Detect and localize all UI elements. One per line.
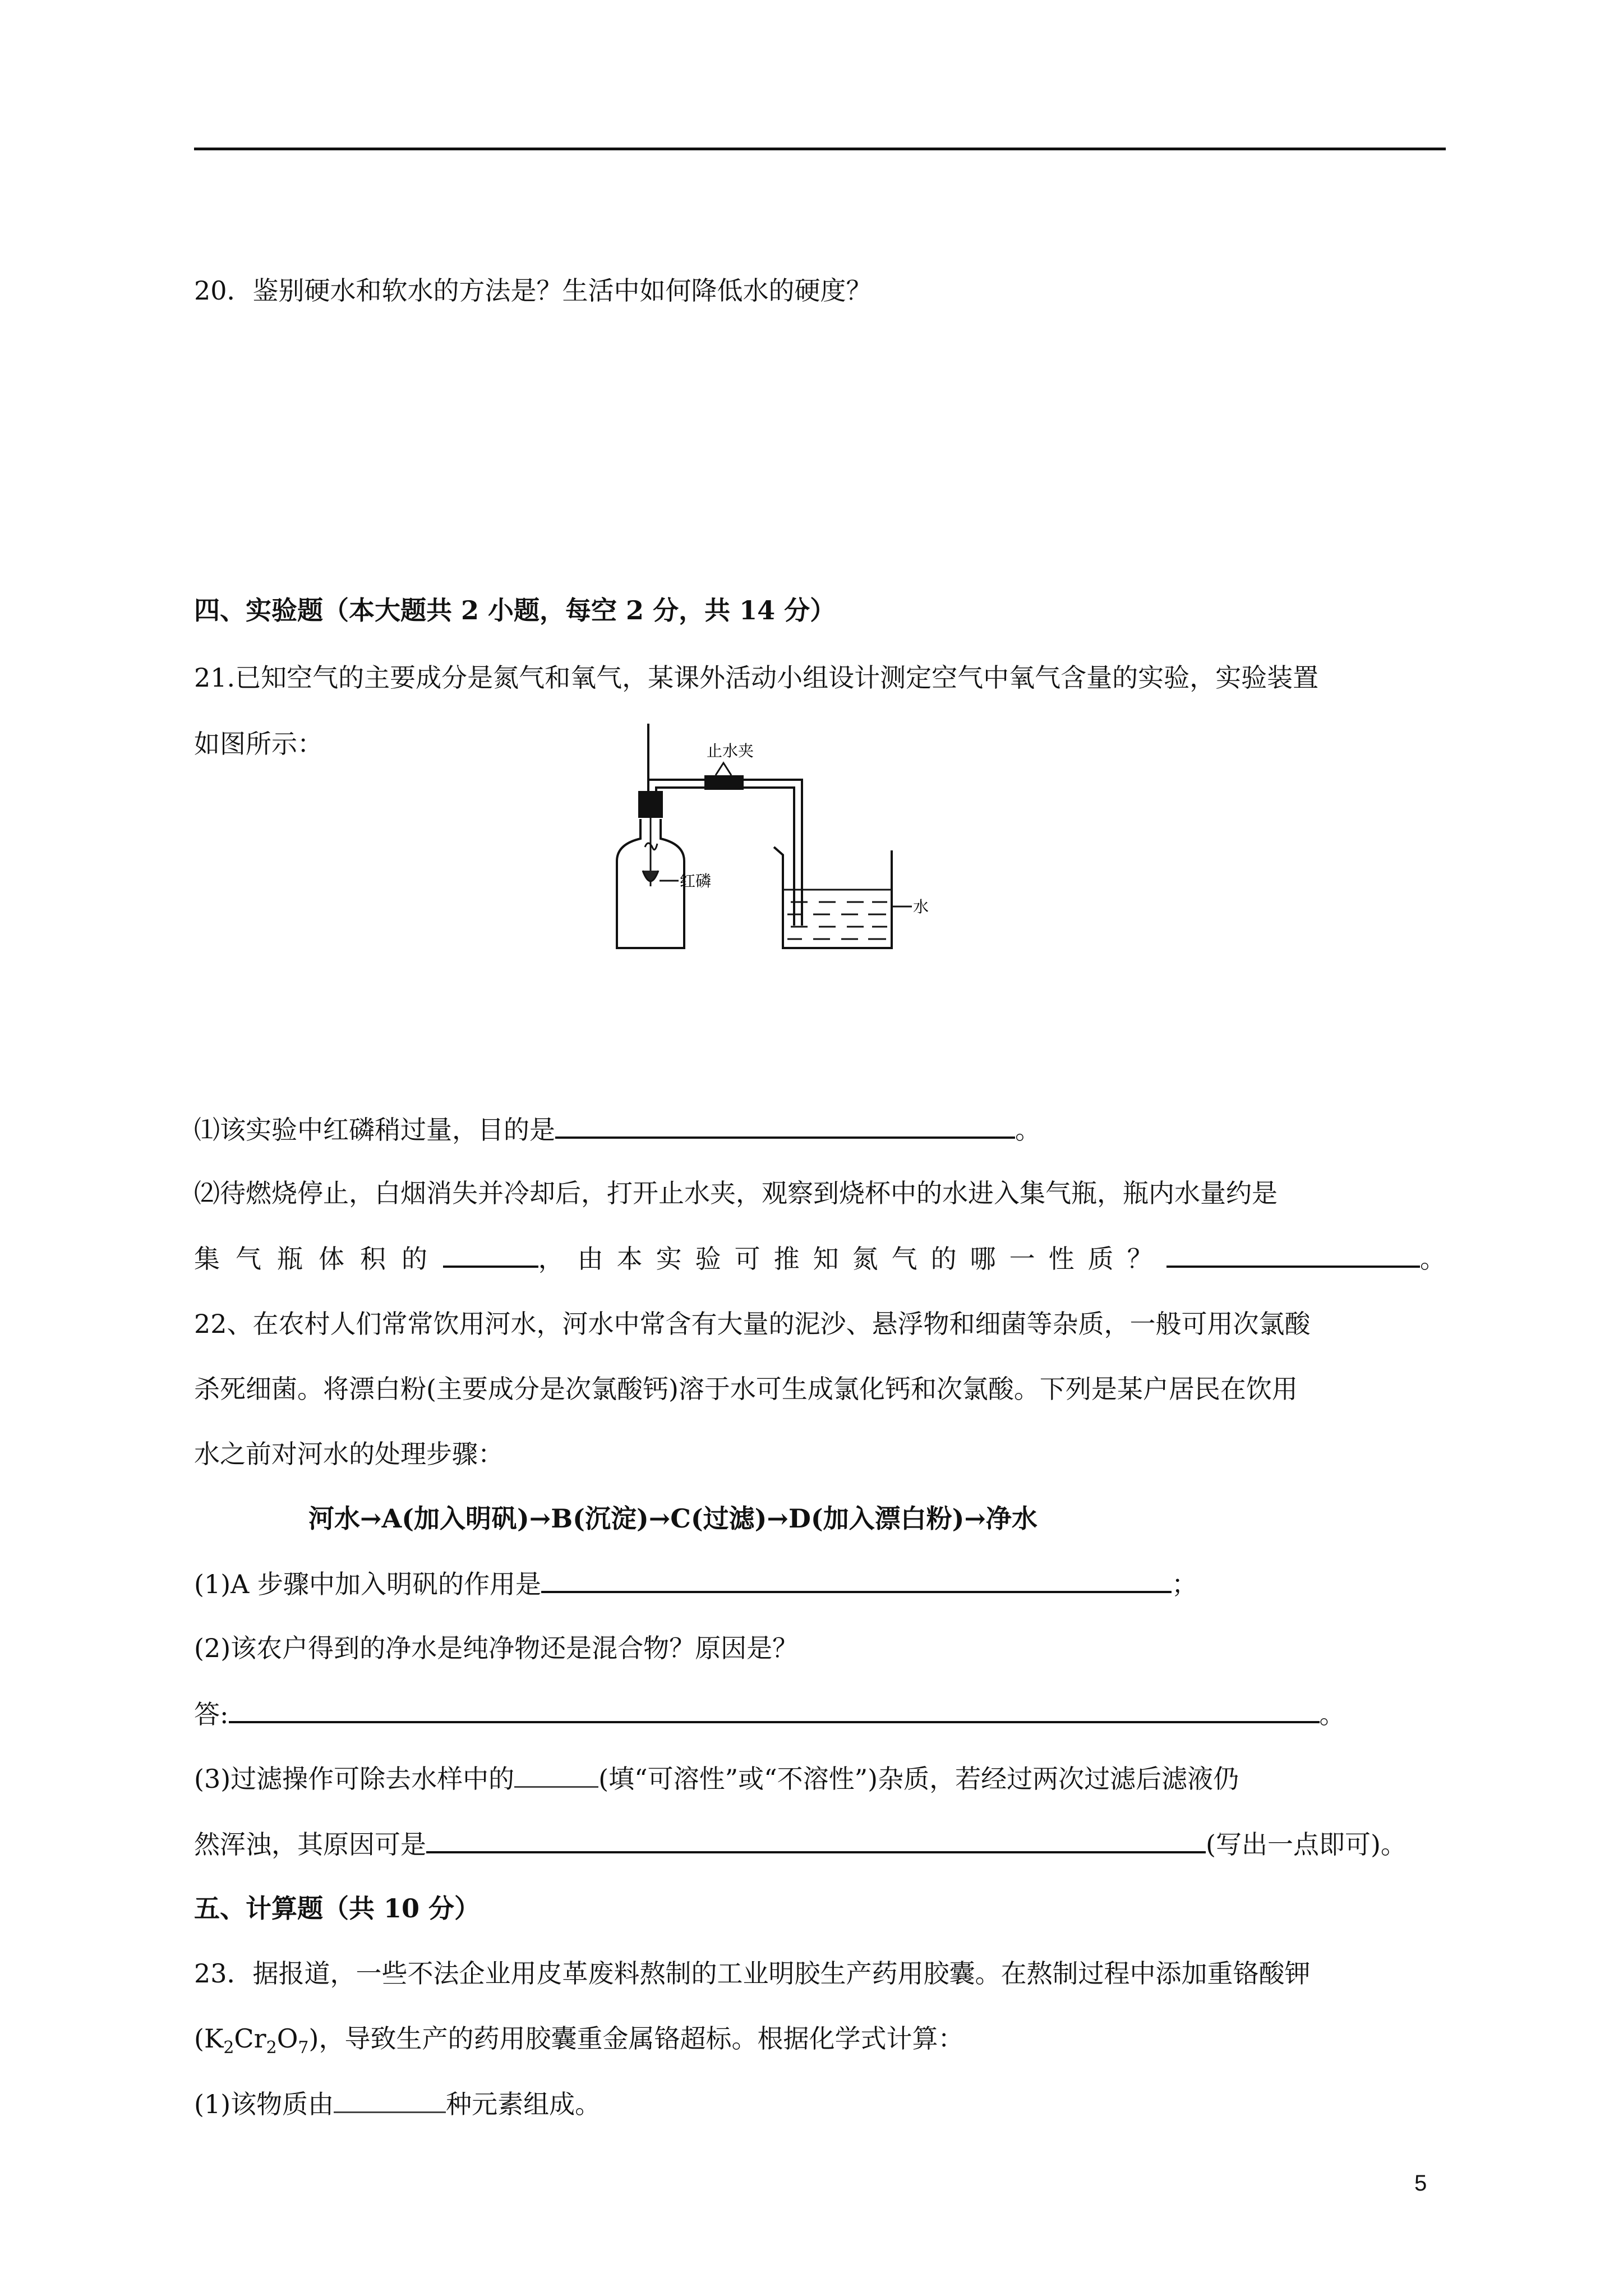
formula-o: O (276, 2023, 298, 2054)
question-21-part-2-line-1: ⑵待燃烧停止，白烟消失并冷却后，打开止水夹，观察到烧杯中的水进入集气瓶，瓶内水量约是 (194, 1178, 1278, 1208)
question-22-line-2: 杀死细菌。将漂白粉(主要成分是次氯酸钙)溶于水可生成氯化钙和次氯酸。下列是某户居民在饮用 (194, 1374, 1298, 1404)
question-22-part-3-text-b: (填“可溶性”或“不溶性”)杂质，若经过两次过滤后滤液仍 (598, 1764, 1239, 1794)
question-22-part-1-end: ； (1172, 1569, 1198, 1599)
water-clamp-top (716, 763, 731, 775)
formula-sub-cr: 2 (266, 2038, 277, 2058)
question-21-part-1-text: ⑴该实验中红磷稍过量，目的是 (194, 1115, 555, 1145)
answer-prefix: 答: (194, 1699, 229, 1729)
beaker-water (784, 890, 891, 939)
formula-sub-o: 7 (298, 2038, 309, 2058)
question-22-part-3-text-a: (3)过滤操作可除去水样中的 (194, 1764, 515, 1794)
section-4-title: 四、实验题（本大题共 2 小题，每空 2 分，共 14 分） (194, 595, 836, 625)
question-21-part-1-end: 。 (1015, 1115, 1041, 1145)
answer-blank-21-3[interactable] (1166, 1241, 1420, 1268)
combustion-spoon (643, 871, 658, 881)
question-23-part-1-end: 种元素组成。 (446, 2089, 601, 2119)
stopper (638, 791, 663, 818)
question-21-part-2-line-2 (194, 1241, 1446, 1276)
answer-blank-23-1[interactable] (334, 2087, 446, 2113)
question-22-answer (194, 1696, 1345, 1731)
question-21-part-2-text-a: 集气瓶体积的 (194, 1244, 443, 1274)
water-clamp-label: 止水夹 (707, 742, 754, 760)
delivery-tube-inner (656, 788, 794, 926)
question-21-part-2-text-b: ，由本实验可推知氮气的哪一性质？ (538, 1244, 1166, 1274)
apparatus-diagram (594, 724, 987, 965)
question-21-part-2-end: 。 (1420, 1244, 1446, 1274)
treatment-flow: 河水→A(加入明矾)→B(沉淀)→C(过滤)→D(加入漂白粉)→净水 (308, 1503, 1038, 1534)
section-5-title: 五、计算题（共 10 分） (194, 1893, 481, 1924)
question-23-line-1: 23．据报道，一些不法企业用皮革废料熬制的工业明胶生产药用胶囊。在熬制过程中添加重铬酸钾 (194, 1958, 1311, 1989)
question-23-line-2-text: )，导致生产的药用胶囊重金属铬超标。根据化学式计算： (308, 2023, 964, 2054)
question-23-part-1 (194, 2087, 601, 2121)
question-22-part-3-text-c: 然浑浊，其原因可是 (194, 1829, 426, 1860)
question-22-part-2: (2)该农户得到的净水是纯净物还是混合物？原因是？ (194, 1633, 799, 1663)
question-21-part-1 (194, 1112, 1041, 1147)
question-23-part-1-text: (1)该物质由 (194, 2089, 334, 2119)
question-22-part-3-line-2 (194, 1826, 1407, 1861)
water-clamp (704, 775, 744, 790)
question-21-line-2: 如图所示： (194, 729, 323, 759)
formula-sub-k: 2 (223, 2038, 234, 2058)
question-22-part-1 (194, 1566, 1197, 1601)
answer-blank-21-2[interactable] (443, 1241, 538, 1268)
question-22-part-3-line-1 (194, 1761, 1239, 1796)
question-22-line-1: 22、在农村人们常常饮用河水，河水中常含有大量的泥沙、悬浮物和细菌等杂质，一般可用次氯酸 (194, 1309, 1311, 1339)
question-23-line-2 (194, 2022, 964, 2058)
header-rule (194, 148, 1446, 150)
page-number: 5 (1414, 2171, 1427, 2196)
question-22-part-3-end: (写出一点即可)。 (1206, 1829, 1407, 1860)
water-label: 水 (913, 898, 929, 916)
beaker (774, 847, 892, 948)
answer-blank-21-1[interactable] (555, 1112, 1015, 1139)
question-20: 20．鉴别硬水和软水的方法是？生活中如何降低水的硬度？ (194, 275, 872, 306)
answer-blank-22-4[interactable] (426, 1826, 1206, 1853)
question-22-line-3: 水之前对河水的处理步骤： (194, 1439, 504, 1469)
answer-blank-22-1[interactable] (541, 1566, 1172, 1593)
answer-blank-22-2[interactable] (229, 1696, 1320, 1723)
formula-cr: Cr (234, 2023, 266, 2054)
formula-open: (K (194, 2023, 224, 2054)
question-22-part-1-text: (1)A 步骤中加入明矾的作用是 (194, 1569, 542, 1599)
answer-blank-22-3[interactable] (514, 1761, 598, 1788)
phosphorus-label: 红磷 (680, 872, 712, 890)
question-21-line-1: 21.已知空气的主要成分是氮气和氧气，某课外活动小组设计测定空气中氧气含量的实验，实验装置 (194, 662, 1319, 693)
answer-end: 。 (1319, 1699, 1345, 1729)
